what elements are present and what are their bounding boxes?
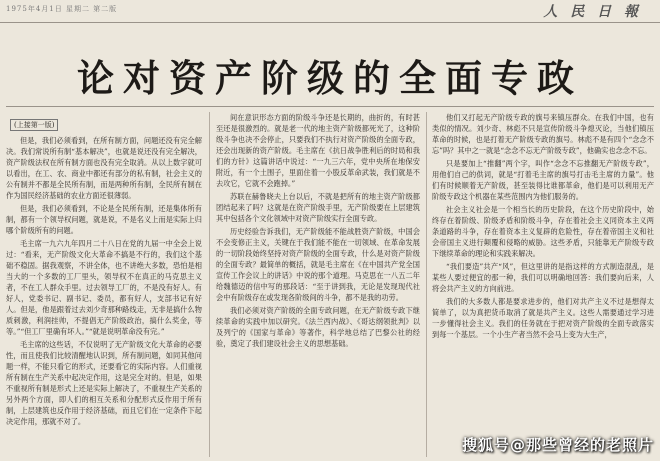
headline-rule (6, 106, 654, 107)
article-paragraph: 社会主义社会是一个相当长的历史阶段，在这个历史阶段中，始终存在着阶级、阶级矛盾和阶级斗争，存在着社会主义同资本主义两条道路的斗争，存在着资本主义复辟的危险性，存在着帝国主义和社会帝国主义进行颠覆和侵略的威胁。这些矛盾，只能靠无产阶级专政下继续革命的理论和实践来解决。 (432, 205, 654, 258)
newspaper-name: 人 民 日 報 (543, 4, 642, 20)
article-column-3 (432, 112, 654, 457)
article-paragraph: 但是，我们必须看到，不论是全民所有制，还是集体所有制，都有一个领导权问题，就是说，不是名义上而是实际上归哪个阶级所有的问题。 (6, 204, 202, 235)
article-paragraph: 毛主席的这些话，不仅说明了无产阶级文化大革命的必要性，而且使我们比较清醒地认识到，所有制问题，如同其他问题一样，不能只看它的形式，还要看它的实际内容。人们重视所有制在生产关系中起决定作用，这是完全对的。但是，如果不重视所有制是形式上还是实际上解决了，不重视生产关系的另外两个方面，即人们的相互关系和分配形式反作用于所有制，上层建筑也反作用于经济基础，而且它们在一定条件下起决定作用，那就不对了。 (6, 340, 202, 426)
article-paragraph: 他们又打起无产阶级专政的旗号来镇压群众。在我们中国，也有类似的情况。刘少奇、林彪不只是宣传阶级斗争熄灭论，当他们镇压革命的时候，也是打着无产阶级专政的旗号。林彪不是有四个“念念不忘”吗？其中之一就是“念念不忘无产阶级专政”，他确实也念念不忘。 (432, 113, 654, 155)
article-paragraph: 间在意识形态方面的阶级斗争还是长期的，曲折的，有时甚至还是很激烈的。就是老一代的地主资产阶级都死光了，这种阶级斗争也决不会停止，只要我们不执行对资产阶级的全面专政，还会出现新的资产阶级。毛主席在《抗日战争胜利后的时局和我们的方针》这篇讲话中说过：“一九三六年，党中央所在地保安附近，有一个土围子，里面住着一小股反革命武装，我们就是不去攻它，它就不会跑掉。” (216, 113, 420, 188)
article-column-1 (6, 112, 202, 457)
article-paragraph: 苏联在赫鲁晓夫上台以后，不就是把所有的地主资产阶级都团结起来了吗？这就是在资产阶级手里，无产阶级要在上层建筑其中包括各个文化领域中对资产阶级实行全面专政。 (216, 192, 420, 223)
article-headline: 论对资产阶级的全面专政 (77, 57, 583, 100)
article-paragraph: 毛主席一九六九年四月二十八日在党的九届一中全会上说过：“看来，无产阶级文化大革命不搞是不行的，我们这个基础不稳固。据我观察，不讲全体，也不讲绝大多数，恐怕是相当大的一个多数的工厂里头，领导权不在真正的马克思主义者，不在工人群众手里。过去领导工厂的，不是没有好人。有好人，党委书记、副书记、委员，都有好人，支部书记有好人。但是，他是跟着过去刘少奇那种路线走，无非是搞什么物质刺激，利润挂帅，不提倡无产阶级政治，搞什么奖金，等等。”“但工厂里确有坏人。”“就是说明革命没有完。” (6, 239, 202, 336)
source-watermark: 搜狐号@那些曾经的老照片 (461, 436, 654, 454)
article-paragraph: 我们的大多数人都是要求进步的，他们对共产主义不过是想得太简单了，以为真把货币取消了就是共产主义。这些人需要通过学习进一步懂得社会主义。我们的任务就在于把对资产阶级的全面专政落实到每一个基层。一个小生产者当然不会马上变为大生产， (432, 297, 654, 339)
column-divider (209, 112, 210, 457)
column-divider (426, 112, 427, 457)
article-paragraph: “我们要造”共产“风”，但这里讲的是指这样的方式制造混乱，是某些人要过便宜的那一种，我们可以明确地回答：我们要向后来，人将会共产主义的方向前进。 (432, 262, 654, 293)
newspaper-masthead (0, 0, 660, 23)
article-paragraph: 只是要加上“推翻”两个字，叫作“念念不忘推翻无产阶级专政”，用他们自己的供词，就是“打着毛主席的旗号打击毛主席的力量”。他们有时候顺着无产阶级，甚至装得比谁都革命，他们是可以利用无产阶级专政这个机器在某些范围内为他们服务的。 (432, 159, 654, 201)
article-paragraph: 但是，我们必须看到，在所有制方面，问题还没有完全解决。我们常说所有制“基本解决”，也就是说还没有完全解决，资产阶级法权在所有制方面也没有完全取消。从以上数字就可以看出，在工、农、商业中都还有部分的私有制，社会主义的公有制并不都是全民所有制，而是两种所有制，全民所有制在作为国民经济基础的农业方面还很薄弱。 (6, 136, 202, 200)
article-paragraph: 我们必须对资产阶级的全面专政问题，在无产阶级专政下继续革命的实践中加以研究。《法兰西内战》、《哥达纲领批判》以及列宁的《国家与革命》等著作，科学地总结了巴黎公社的经验，奠定了我们建设社会主义的思想基础。 (216, 306, 420, 348)
article-paragraph: 历史经验告诉我们，无产阶级能不能战胜资产阶级，中国会不会变修正主义，关键在于我们能不能在一切领域、在革命发展的一切阶段始终坚持对资产阶级的全面专政，什么是对资产阶级的全面专政？最简单的概括，就是毛主席在《在中国共产党全国宣传工作会议上的讲话》中说的那个道理。马克思在一八五二年给魏德迈的信中写的那段话：“至于讲到我，无论是发现现代社会中有阶级存在或发现各阶级间的斗争，都不是我的功劳。 (216, 227, 420, 302)
article-column-2 (216, 112, 420, 457)
issue-date-line: 1975年4月1日 星期二 第二版 (6, 5, 118, 13)
continuation-tag: (上接第一版) (10, 119, 58, 131)
